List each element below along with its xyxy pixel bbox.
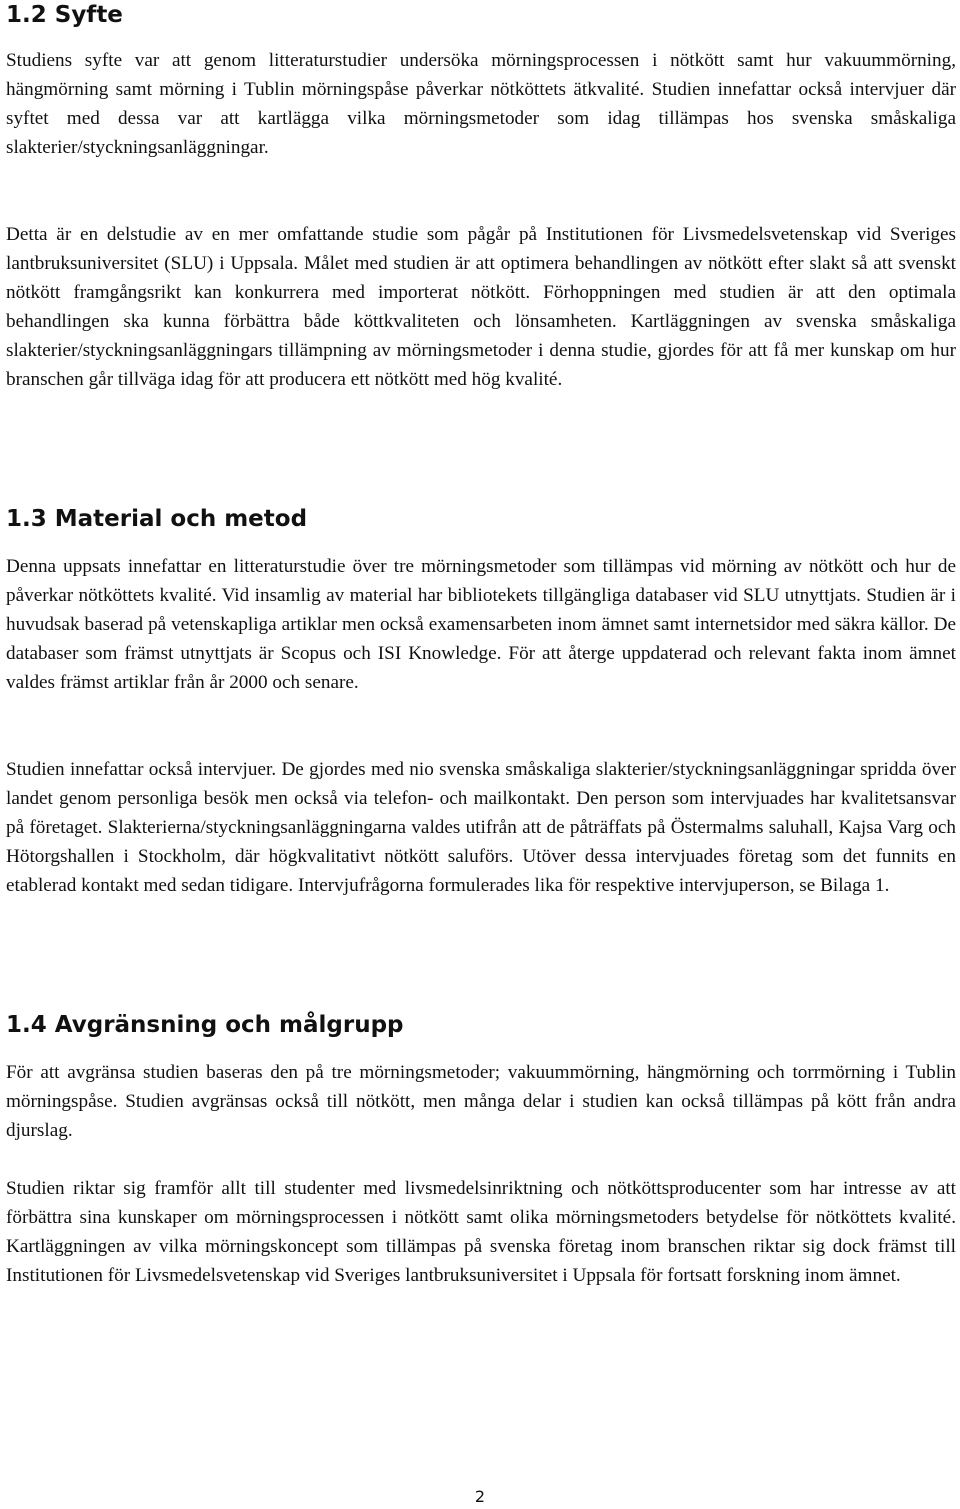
paragraph-syfte-2: Detta är en delstudie av en mer omfattande studie som pågår på Institutionen för Livsmedelsvetenskap vid Sveriges lantbruksuniversitet (SLU) i Uppsala. Målet med studien är att optimera behandlingen av nötkött efter slakt så att svenskt nötkött framgångsrikt kan konkurrera med importerat nötkött. Förhoppningen med studien är att den optimala behandlingen ska kunna förbättra både köttkvaliteten och lönsamheten. Kartläggningen av svenska småskaliga slakterier/styckningsanläggningars tillämpning av mörningsmetoder i denna studie, gjordes för att få mer kunskap om hur branschen går tillväga idag för att producera ett nötkött med hög kvalité. (6, 224, 956, 390)
section-heading-syfte: 1.2 Syfte (6, 2, 123, 28)
paragraph-material-1: Denna uppsats innefattar en litteraturstudie över tre mörningsmetoder som tillämpas vid mörning av nötkött och hur de påverkar nötköttets kvalité. Vid insamlig av material har bibliotekets tillgängliga databaser vid SLU utnyttjats. Studien är i huvudsak baserad på vetenskapliga artiklar men också examensarbeten inom ämnet samt internetsidor med säkra källor. De databaser som främst utnyttjats är Scopus och ISI Knowledge. För att återge uppdaterad och relevant fakta inom ämnet valdes främst artiklar från år 2000 och senare. (6, 556, 956, 693)
page-number: 2 (474, 1487, 486, 1506)
paragraph-avgransning-2: Studien riktar sig framför allt till studenter med livsmedelsinriktning och nötköttsproducenter som har intresse av att förbättra sina kunskaper om mörningsprocessen i nötkött samt olika mörningsmetoders betydelse för nötköttets kvalité. Kartläggningen av vilka mörningskoncept som tillämpas på svenska företag inom branschen riktar sig dock främst till Institutionen för Livsmedelsvetenskap vid Sveriges lantbruksuniversitet i Uppsala för fortsatt forskning inom ämnet. (6, 1178, 956, 1286)
paragraph-material-2: Studien innefattar också intervjuer. De gjordes med nio svenska småskaliga slakterier/styckningsanläggningar spridda över landet genom personliga besök men också via telefon- och mailkontakt. Den person som intervjuades har kvalitetsansvar på företaget. Slakterierna/styckningsanläggningarna valdes utifrån att de påträffats på Östermalms saluhall, Kajsa Varg och Hötorgshallen i Stockholm, där högkvalitativt nötkött saluförs. Utöver dessa intervjuades företag som det funnits en etablerad kontakt med sedan tidigare. Intervjufrågorna formulerades lika för respektive intervjuperson, se Bilaga 1. (6, 759, 956, 896)
paragraph-syfte-1: Studiens syfte var att genom litteraturstudier undersöka mörningsprocessen i nötkött samt hur vakuummörning, hängmörning samt mörning i Tublin mörningspåse påverkar nötköttets ätkvalité. Studien innefattar också intervjuer där syftet med dessa var att kartlägga vilka mörningsmetoder som idag tillämpas hos svenska småskaliga slakterier/styckningsanläggningar. (6, 50, 956, 158)
section-heading-material-och-metod: 1.3 Material och metod (6, 506, 308, 532)
section-heading-avgransning: 1.4 Avgränsning och målgrupp (6, 1012, 404, 1038)
paragraph-avgransning-1: För att avgränsa studien baseras den på tre mörningsmetoder; vakuummörning, hängmörning och torrmörning i Tublin mörningspåse. Studien avgränsas också till nötkött, men många delar i studien kan också tillämpas på kött från andra djurslag. (6, 1062, 956, 1141)
